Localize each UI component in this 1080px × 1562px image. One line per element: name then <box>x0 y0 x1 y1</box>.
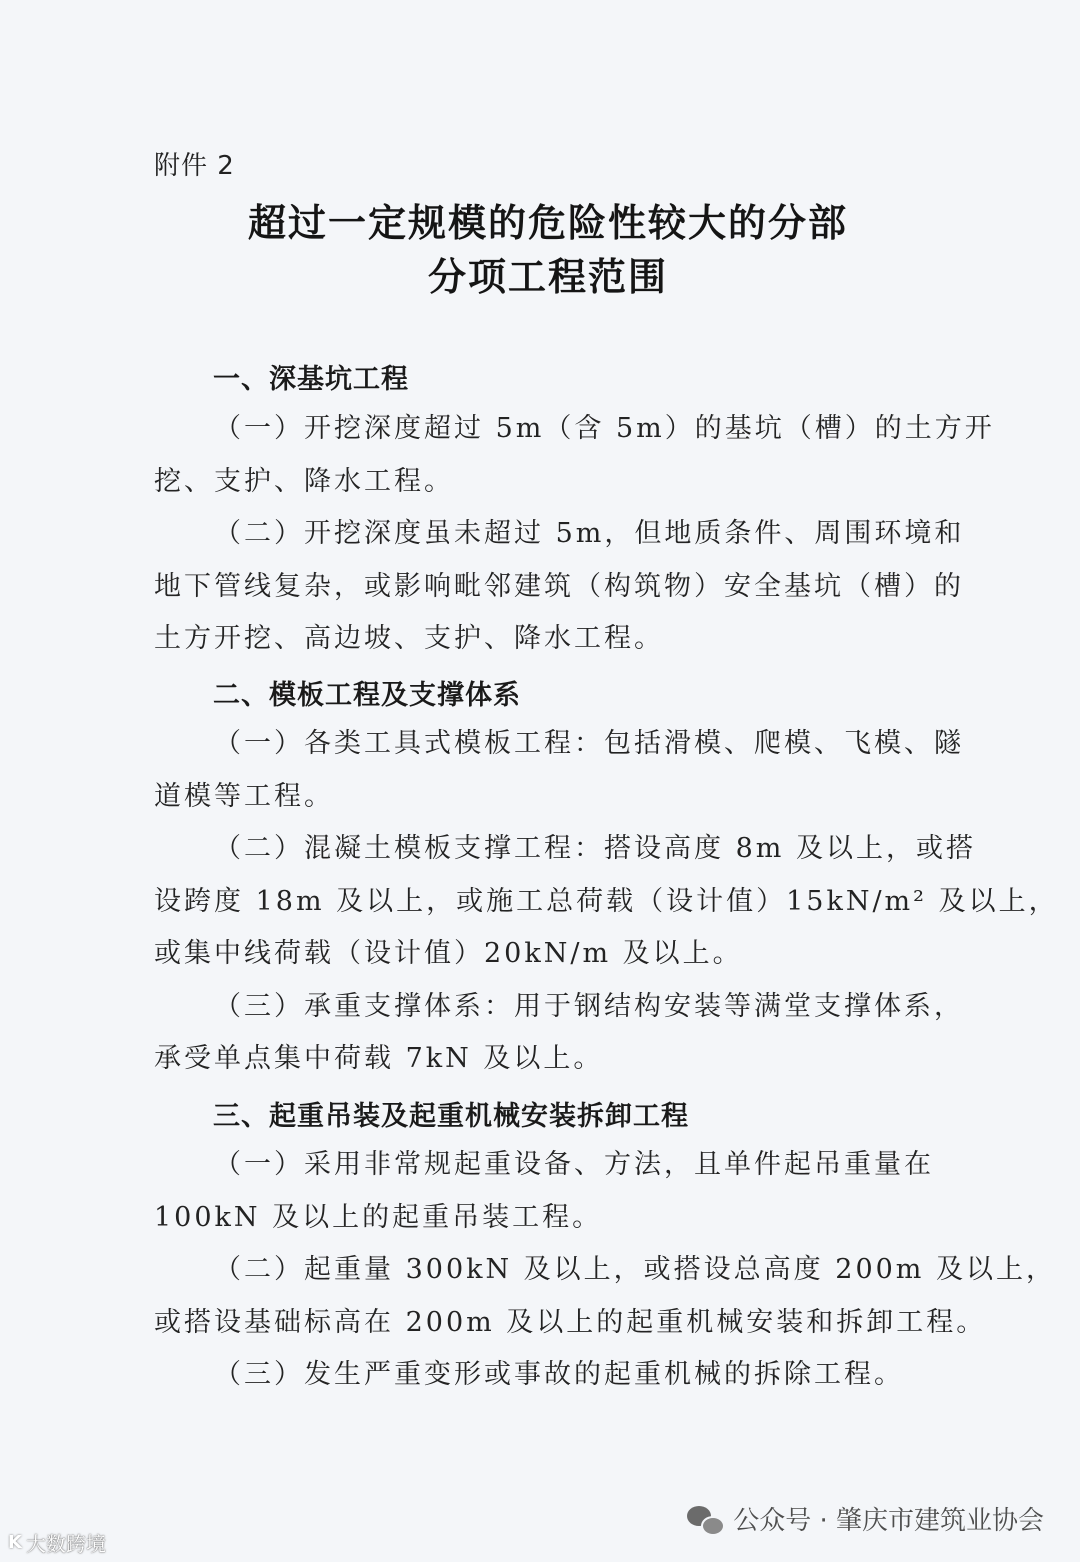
paragraph-line: 100kN 及以上的起重吊装工程。 <box>154 1201 603 1233</box>
official-account-label: 公众号 · 肇庆市建筑业协会 <box>733 1506 1044 1536</box>
section-heading: 三、起重吊装及起重机械安装拆卸工程 <box>213 1101 689 1132</box>
paragraph-line: 设跨度 18m 及以上，或施工总荷载（设计值）15kN/m² 及以上， <box>154 885 1059 917</box>
paragraph-line: （一）各类工具式模板工程：包括滑模、爬模、飞模、隧 <box>214 728 964 759</box>
section-body <box>154 718 1059 1086</box>
paragraph-line: 道模等工程。 <box>154 780 334 812</box>
paragraph-line: （一）开挖深度超过 5m（含 5m）的基坑（槽）的土方开 <box>214 413 995 444</box>
document-title-line-2: 分项工程范围 <box>427 255 668 299</box>
watermark-left <box>8 1528 106 1557</box>
watermark-right <box>687 1500 1044 1537</box>
paragraph-line: 或集中线荷载（设计值）20kN/m 及以上。 <box>154 938 743 969</box>
paragraph-line: 土方开挖、高边坡、支护、降水工程。 <box>154 623 664 654</box>
paragraph-line: 地下管线复杂，或影响毗邻建筑（构筑物）安全基坑（槽）的 <box>154 570 964 602</box>
paragraph-line: （三）承重支撑体系：用于钢结构安装等满堂支撑体系， <box>214 990 964 1022</box>
paragraph-line: （二）起重量 300kN 及以上，或搭设总高度 200m 及以上， <box>214 1254 1056 1285</box>
watermark-text: 大数跨境 <box>25 1532 106 1556</box>
attachment-label: 附件 2 <box>154 151 235 181</box>
section-heading: 一、深基坑工程 <box>213 364 409 395</box>
section-body <box>154 1139 1056 1402</box>
paragraph-line: （二）混凝土模板支撑工程：搭设高度 8m 及以上，或搭 <box>214 833 976 864</box>
brand-logo-icon: K <box>8 1532 22 1553</box>
paragraph-line: （一）采用非常规起重设备、方法，且单件起吊重量在 <box>214 1149 934 1180</box>
document-title-line-1: 超过一定规模的危险性较大的分部 <box>247 201 848 245</box>
paragraph-line: 承受单点集中荷载 7kN 及以上。 <box>154 1043 604 1074</box>
section-body <box>154 403 995 666</box>
paragraph-line: 或搭设基础标高在 200m 及以上的起重机械安装和拆卸工程。 <box>154 1306 987 1338</box>
paragraph-line: 挖、支护、降水工程。 <box>154 465 454 497</box>
section-heading: 二、模板工程及支撑体系 <box>213 680 521 711</box>
wechat-icon <box>687 1504 723 1534</box>
paragraph-line: （二）开挖深度虽未超过 5m，但地质条件、周围环境和 <box>214 518 965 549</box>
paragraph-line: （三）发生严重变形或事故的起重机械的拆除工程。 <box>214 1359 904 1390</box>
